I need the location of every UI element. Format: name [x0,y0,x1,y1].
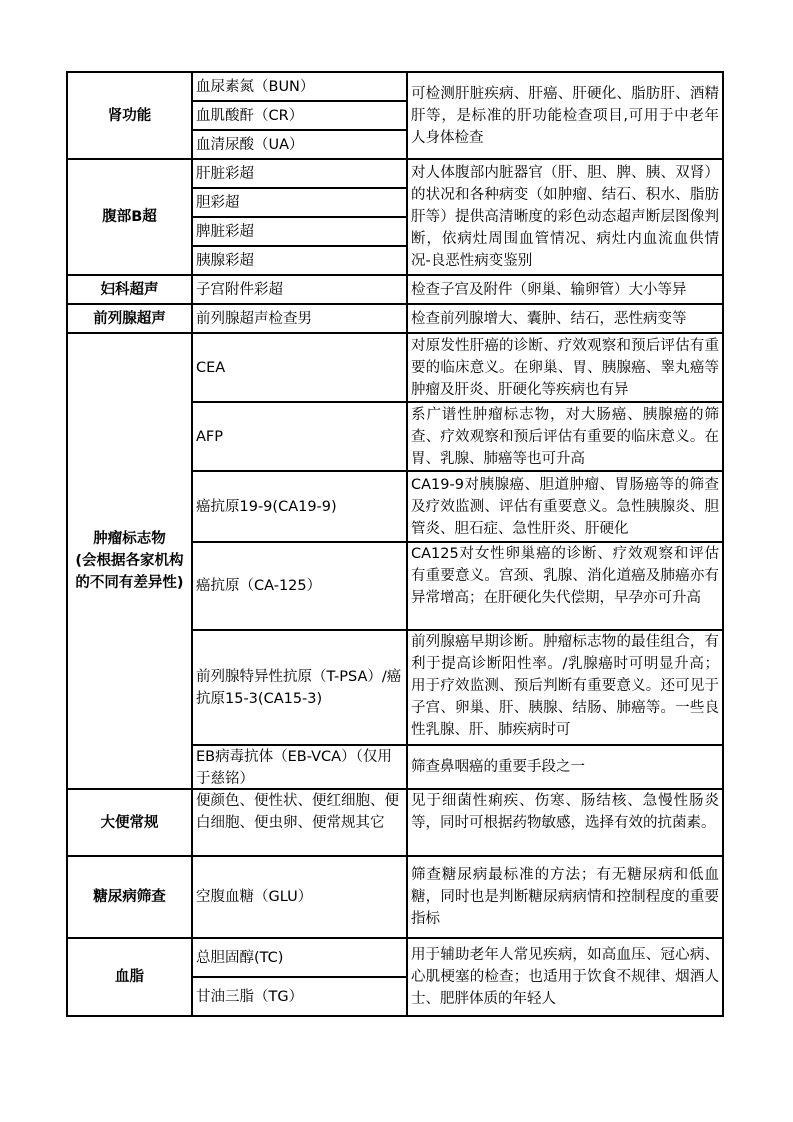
description-cell: 筛查鼻咽癌的重要手段之一 [407,745,723,789]
description-cell [407,789,723,856]
item-cell: CEA [192,333,407,402]
category-line: 的不同有差异性) [75,575,184,591]
category-cell: 大便常规 [67,789,192,856]
item-cell: 血清尿酸（UA） [192,130,407,159]
description-cell: 筛查糖尿病最标准的方法；有无糖尿病和低血糖，同时也是判断糖尿病病情和控制程度的重要指标 [407,856,723,938]
item-text: EB病毒抗体（EB-VCA）（仅用于慈铭） [196,749,392,787]
item-cell: 胆彩超 [192,188,407,217]
item-cell: 血尿素氮（BUN） [192,72,407,101]
description-text: CA19-9对胰腺癌、胆道肿瘤、胃肠癌等的筛查及疗效监测、评估有重要意义。急性胰腺炎、胆管炎、胆石症、急性肝炎、肝硬化 [411,476,719,537]
exam-items-table [66,71,724,1017]
item-cell: 前列腺特异性抗原（T-PSA）/癌抗原15-3(CA15-3) [192,630,407,745]
category-cell: 前列腺超声 [67,304,192,333]
table-row [67,304,723,333]
category-cell [67,333,192,789]
description-cell [407,542,723,630]
description-text: 见于细菌性痢疾、伤寒、肠结核、急慢性肠炎等，同时可根据药物敏感，选择有效的抗菌素。 [411,793,719,831]
item-cell: 癌抗原（CA-125） [192,542,407,630]
table-row [67,159,723,188]
description-text: 对原发性肝癌的诊断、疗效观察和预后评估有重要的临床意义。在卵巢、胃、胰腺癌、睾丸癌等肿瘤及肝炎、肝硬化等疾病也有异 [411,337,719,398]
table-row [67,938,723,977]
description-text: 前列腺癌早期诊断。肿瘤标志物的最佳组合，有利于提高诊断阳性率。/乳腺癌时可明显升高；用于疗效监测、预后判断有重要意义。还可见于子宫、卵巢、肝、胰腺、结肠、肺癌等。一些良性乳腺、肝、肺疾病时可 [411,634,719,738]
description-cell [407,630,723,745]
description-text: 系广谱性肿瘤标志物，对大肠癌、胰腺癌的筛查、疗效观察和预后评估有重要的临床意义。在胃、乳腺、肺癌等也可升高 [411,406,719,467]
item-cell [192,789,407,856]
table-row [67,789,723,856]
category-cell: 腹部B超 [67,159,192,275]
description-cell: 用于辅助老年人常见疾病，如高血压、冠心病、心肌梗塞的检查；也适用于饮食不规律、烟酒人士、肥胖体质的年轻人 [407,938,723,1016]
item-cell: 癌抗原19-9(CA19-9) [192,471,407,542]
item-cell: AFP [192,402,407,471]
item-cell: 肝脏彩超 [192,159,407,188]
description-cell: 检查前列腺增大、囊肿、结石，恶性病变等 [407,304,723,333]
item-text: 便颜色、便性状、便红细胞、便白细胞、便虫卵、便常规其它 [196,793,399,831]
description-cell [407,333,723,402]
category-cell: 妇科超声 [67,275,192,304]
item-cell: 血肌酸酐（CR） [192,101,407,130]
description-text: CA125对女性卵巢癌的诊断、疗效观察和评估有重要意义。宫颈、乳腺、消化道癌及肺癌亦有异常增高；在肝硬化失代偿期，早孕亦可升高 [411,546,719,606]
item-cell: 空腹血糖（GLU） [192,856,407,938]
description-cell [407,471,723,542]
description-cell: 检查子宫及附件（卵巢、输卵管）大小等异 [407,275,723,304]
table-row [67,333,723,402]
item-cell: 总胆固醇(TC) [192,938,407,977]
category-cell: 糖尿病筛查 [67,856,192,938]
item-cell: 甘油三脂（TG） [192,977,407,1016]
item-cell [192,745,407,789]
table-row [67,856,723,938]
description-cell [407,402,723,471]
category-line: 肿瘤标志物 [93,531,166,547]
item-cell: 胰腺彩超 [192,246,407,275]
table-row [67,72,723,101]
category-cell: 肾功能 [67,72,192,159]
item-cell: 前列腺超声检查男 [192,304,407,333]
category-line: (会根据各家机构 [75,553,184,569]
category-cell: 血脂 [67,938,192,1016]
table-row [67,275,723,304]
item-cell: 子宫附件彩超 [192,275,407,304]
item-cell: 脾脏彩超 [192,217,407,246]
description-cell: 可检测肝脏疾病、肝癌、肝硬化、脂肪肝、酒精肝等，是标准的肝功能检查项目,可用于中老年人身体检查 [407,72,723,159]
description-cell: 对人体腹部内脏器官（肝、胆、脾、胰、双肾）的状况和各种病变（如肿瘤、结石、积水、脂肪肝等）提供高清晰度的彩色动态超声断层图像判断，依病灶周围血管情况、病灶内血流血供情况-良恶性病变鉴别 [407,159,723,275]
